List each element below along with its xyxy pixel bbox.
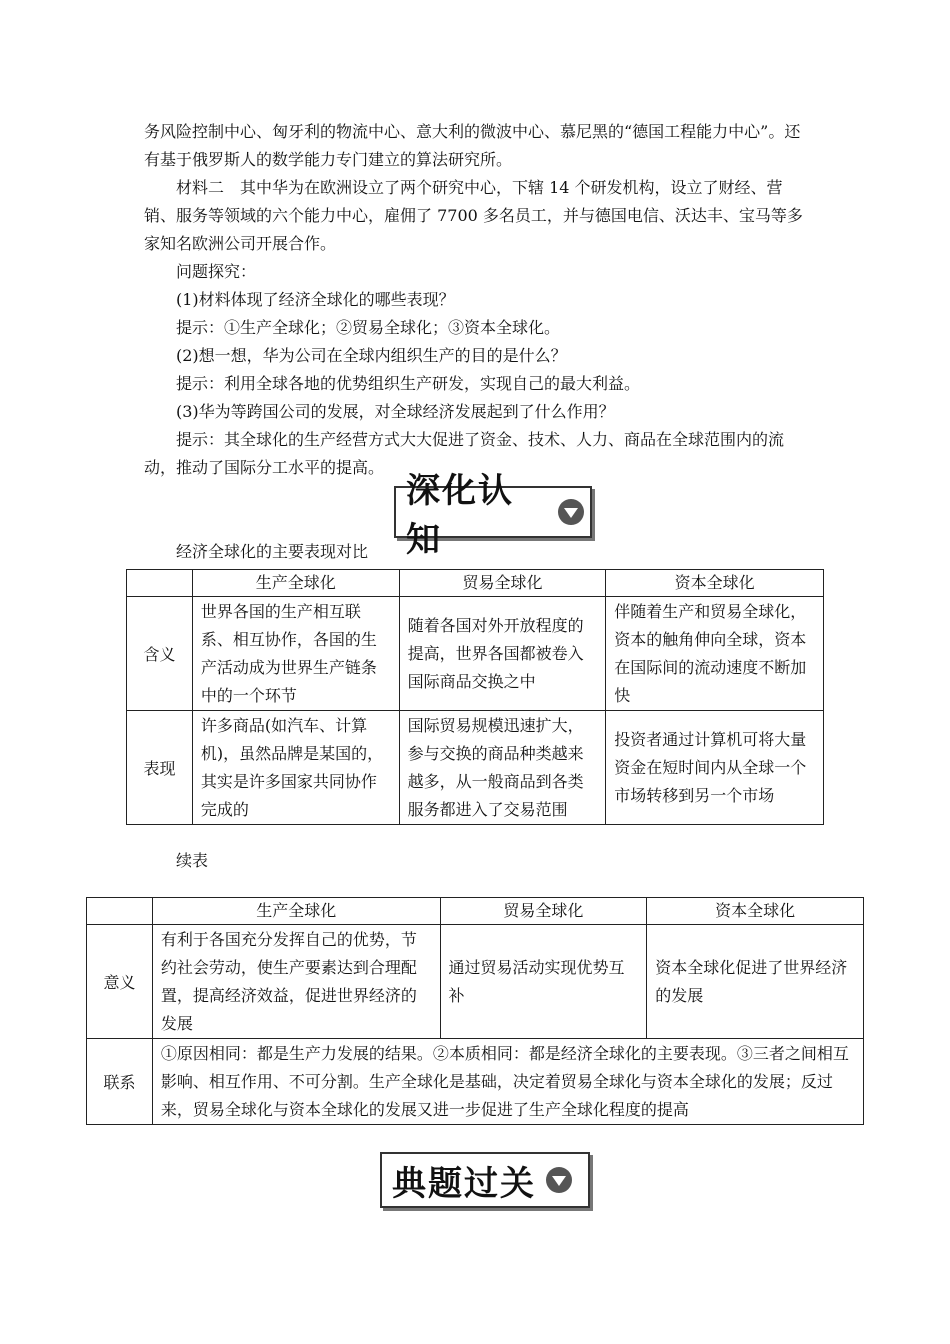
table-caption: 经济全球化的主要表现对比: [176, 542, 369, 561]
banner-title: 典题过关: [392, 1163, 536, 1204]
table-header-cell: 资本全球化: [647, 898, 864, 925]
table-cell: 国际贸易规模迅速扩大，参与交换的商品种类越来越多，从一般商品到各类服务都进入了交易范围: [399, 711, 606, 825]
table-cell: 有利于各国充分发挥自己的优势，节约社会劳动，使生产要素达到合理配置，提高经济效益，促进世界经济的发展: [152, 925, 440, 1039]
table-cell: 投资者通过计算机可将大量资金在短时间内从全球一个市场转移到另一个市场: [606, 711, 824, 825]
paragraph: 务风险控制中心、匈牙利的物流中心、意大利的微波中心、慕尼黑的“德国工程能力中心”。还有基于俄罗斯人的数学能力专门建立的算法研究所。: [144, 122, 801, 169]
table-cell: 许多商品(如汽车、计算机)，虽然品牌是某国的，其实是许多国家共同协作完成的: [192, 711, 399, 825]
chevron-down-icon: [546, 1167, 572, 1193]
table-header-row: [127, 570, 824, 597]
paragraph: (3)华为等跨国公司的发展，对全球经济发展起到了什么作用？: [176, 402, 615, 421]
row-label: 联系: [87, 1039, 153, 1125]
table-cell: 随着各国对外开放程度的提高，世界各国都被卷入国际商品交换之中: [399, 597, 606, 711]
paragraph: 提示：利用全球各地的优势组织生产研发，实现自己的最大利益。: [176, 374, 641, 393]
comparison-table-continued: [86, 897, 864, 1125]
table-cell-merged: ①原因相同：都是生产力发展的结果。②本质相同：都是经济全球化的主要表现。③三者之间相互影响、相互作用、不可分割。生产全球化是基础，决定着贸易全球化与资本全球化的发展；反过来，贸易全球化与资本全球化的发展又进一步促进了生产全球化程度的提高: [152, 1039, 863, 1125]
paragraph: (1)材料体现了经济全球化的哪些表现？: [176, 290, 455, 309]
table-header-cell: 贸易全球化: [440, 898, 647, 925]
section-banner-exercises: [380, 1152, 590, 1208]
row-label: 意义: [87, 925, 153, 1039]
table-header-cell: [87, 898, 153, 925]
table-header-cell: 资本全球化: [606, 570, 824, 597]
table-header-cell: 贸易全球化: [399, 570, 606, 597]
section-banner-deepen: [394, 471, 592, 560]
intro-text: [144, 118, 812, 482]
table-header-row: [87, 898, 864, 925]
table-row: [127, 597, 824, 711]
table-cell: 伴随着生产和贸易全球化，资本的触角伸向全球，资本在国际间的流动速度不断加快: [606, 597, 824, 711]
row-label: 含义: [127, 597, 193, 711]
row-label: 表现: [127, 711, 193, 825]
comparison-table: [126, 569, 824, 825]
banner-title: 深化认知: [406, 471, 514, 560]
paragraph: 提示：其全球化的生产经营方式大大促进了资金、技术、人力、商品在全球范围内的流动，推动了国际分工水平的提高。: [144, 430, 785, 477]
table-header-cell: 生产全球化: [192, 570, 399, 597]
paragraph: (2)想一想，华为公司在全球内组织生产的目的是什么？: [176, 346, 567, 365]
paragraph: 提示：①生产全球化；②贸易全球化；③资本全球化。: [176, 318, 561, 337]
table-cell: 世界各国的生产相互联系、相互协作，各国的生产活动成为世界生产链条中的一个环节: [192, 597, 399, 711]
table-cell: 通过贸易活动实现优势互补: [440, 925, 647, 1039]
table-row: [87, 925, 864, 1039]
table-row: [127, 711, 824, 825]
table-caption: 续表: [176, 851, 209, 870]
table-row: [87, 1039, 864, 1125]
paragraph: 材料二 其中华为在欧洲设立了两个研究中心，下辖 14 个研发机构，设立了财经、营销、服务等领域的六个能力中心，雇佣了 7700 多名员工，并与德国电信、沃达丰、宝马等多家知名欧洲公司开展合作。: [144, 178, 803, 253]
chevron-down-icon: [558, 499, 584, 525]
paragraph: 问题探究：: [176, 262, 257, 281]
table-cell: 资本全球化促进了世界经济的发展: [647, 925, 864, 1039]
table-header-cell: 生产全球化: [152, 898, 440, 925]
table-header-cell: [127, 570, 193, 597]
